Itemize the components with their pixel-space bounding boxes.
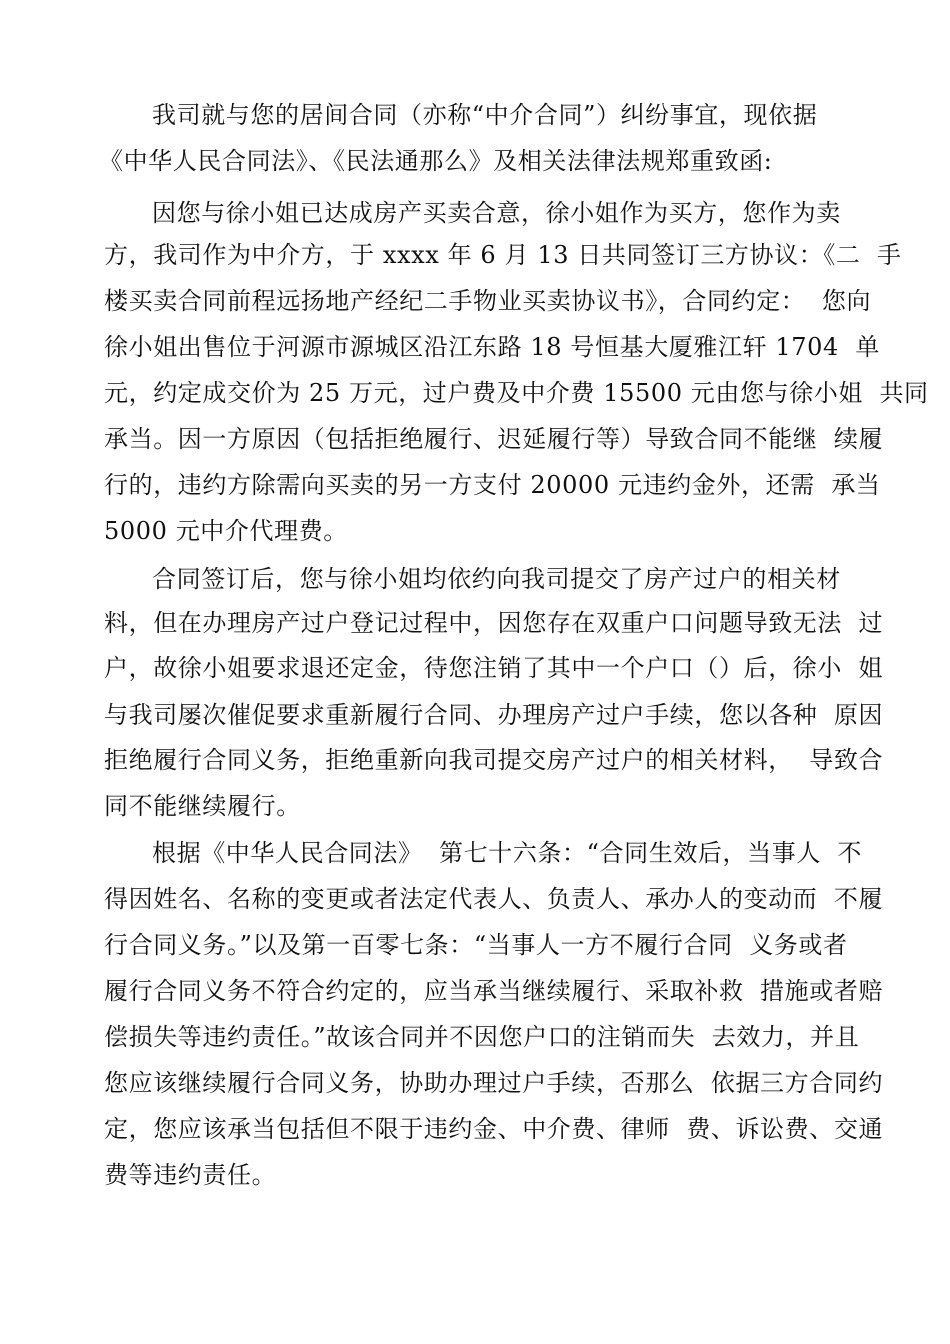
text-line: 合同签订后，您与徐小姐均依约向我司提交了房产过户的相关材 [152, 565, 841, 593]
text-line: 费等违约责任。 [104, 1161, 277, 1189]
text-line: 同不能继续履行。 [104, 792, 301, 820]
text-line: 方，我司作为中介方，于 xxxx 年 6 月 13 日共同签订三方协议：《二 手 [104, 241, 902, 269]
text-line: 偿损失等违约责任。”故该合同并不因您户口的注销而失 去效力，并且 [104, 1023, 860, 1051]
text-line: 拒绝履行合同义务，拒绝重新向我司提交房产过户的相关材料， 导致合 [104, 746, 884, 774]
text-line: 我司就与您的居间合同（亦称“中介合同”）纠纷事宜，现依据 [152, 101, 818, 129]
text-line: 承当。因一方原因（包括拒绝履行、迟延履行等）导致合同不能继 续履 [104, 425, 884, 453]
text-line: 《中华人民合同法》、《民法通那么》及相关法律法规郑重致函: [99, 147, 773, 175]
text-line: 履行合同义务不符合约定的，应当承当继续履行、采取补救 措施或者赔 [104, 977, 884, 1005]
text-line: 元，约定成交价为 25 万元，过户费及中介费 15500 元由您与徐小姐 共同 [104, 379, 929, 407]
text-line: 您应该继续履行合同义务，协助办理过户手续，否那么 依据三方合同约 [104, 1069, 884, 1097]
text-line: 楼买卖合同前程远扬地产经纪二手物业买卖协议书》，合同约定： 您向 [104, 287, 872, 315]
text-line: 料，但在办理房产过户登记过程中，因您存在双重户口问题导致无法 过 [104, 609, 884, 637]
text-line: 行合同义务。”以及第一百零七条：“当事人一方不履行合同 义务或者 [104, 931, 848, 959]
text-line: 徐小姐出售位于河源市源城区沿江东路 18 号恒基大厦雅江轩 1704 单 [104, 333, 880, 361]
text-line: 因您与徐小姐已达成房产买卖合意，徐小姐作为买方，您作为卖 [152, 199, 841, 227]
text-line: 行的，违约方除需向买卖的另一方支付 20000 元违约金外，还需 承当 [104, 471, 881, 499]
text-line: 与我司屡次催促要求重新履行合同、办理房产过户手续，您以各种 原因 [104, 701, 884, 729]
text-line: 户，故徐小姐要求退还定金，待您注销了其中一个户口（）后，徐小 姐 [104, 654, 884, 682]
text-line: 5000 元中介代理费。 [104, 517, 348, 545]
text-line: 根据《中华人民合同法》 第七十六条：“合同生效后，当事人 不 [152, 839, 862, 867]
text-line: 得因姓名、名称的变更或者法定代表人、负责人、承办人的变动而 不履 [104, 885, 884, 913]
text-line: 定，您应该承当包括但不限于违约金、中介费、律师 费、诉讼费、交通 [104, 1115, 884, 1143]
